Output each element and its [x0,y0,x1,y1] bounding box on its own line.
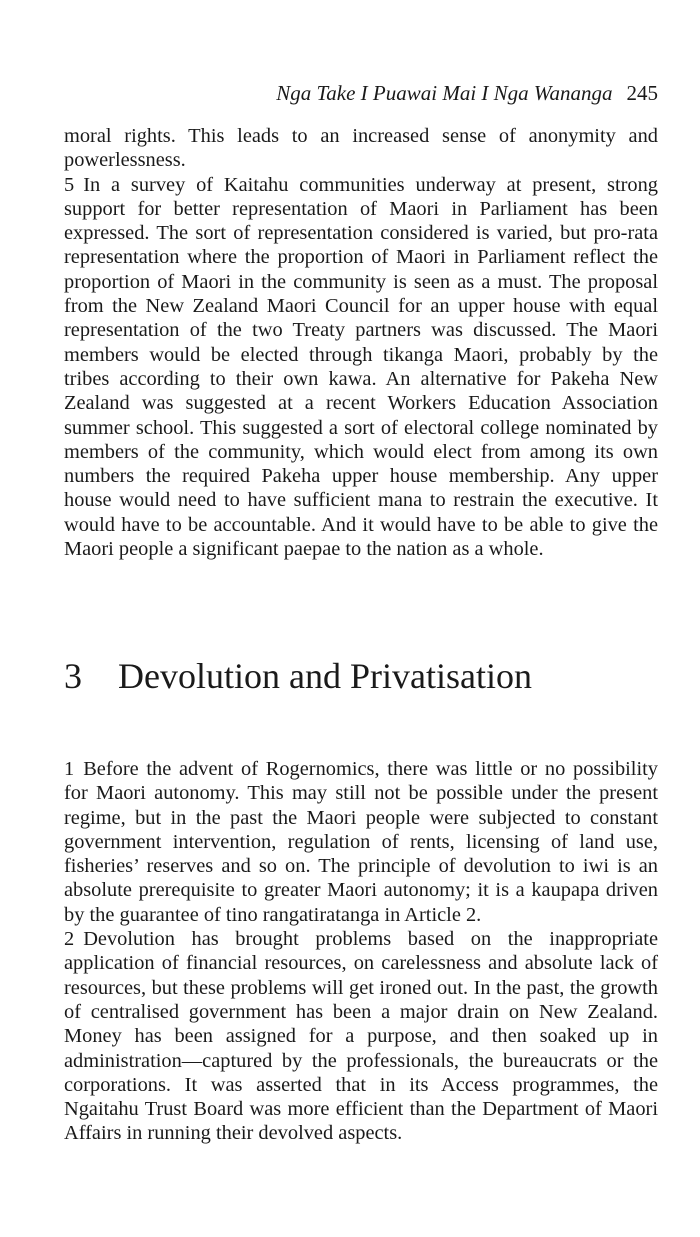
paragraph-number: 2 [64,928,75,951]
continued-paragraph: moral rights. This leads to an increased sense of anonymity and powerlessness. [64,125,658,172]
chapter-paragraph-2 [64,927,658,1146]
paragraph-text: In a survey of Kaitahu communities underway at present, strong support for better representation of Maori in Parliament has been expressed. The sort of representation considered is varied, but pro-rata representation where the proportion of Maori in Parliament reflect the proportion of Maori in the community is seen as a must. The proposal from the New Zealand Maori Council for an upper house with equal representation of the two Treaty partners was discussed. The Maori members would be elected through tikanga Maori, probably by the tribes according to their own kawa. An alternative for Pakeha New Zealand was suggested at a recent Workers Education Association summer school. This suggested a sort of electoral college nominated by members of the community, which would elect from among its own numbers the required Pakeha upper house membership. Any upper house would need to have sufficient mana to restrain the executive. It would have to be accountable. And it would have to be able to give the Maori people a significant paepae to the nation as a whole. [64,173,658,561]
chapter-paragraph-1 [64,757,658,927]
paragraph-5 [64,173,658,562]
chapter-heading [64,654,532,698]
paragraph-number: 5 [64,173,75,196]
chapter-title: Devolution and Privatisation [118,656,532,696]
chapter-body [64,757,658,1146]
paragraph-text: Before the advent of Rogernomics, there was little or no possibility for Maori autonomy. This may still not be possible under the present regime, but in the past the Maori people were subjected to constant government intervention, regulation of rents, licensing of land use, fisheries’ reserves and so on. The principle of devolution to iwi is an absolute prerequisite to greater Maori autonomy; it is a kaupapa driven by the guarantee of tino rangatiratanga in Article 2. [64,758,658,926]
paragraph-text: Devolution has brought problems based on the inappropriate application of financial resources, on carelessness and absolute lack of resources, but these problems will get ironed out. In the past, the growth of centralised government has been a major drain on New Zealand. Money has been assigned for a purpose, and then soaked up in administration—captured by the professionals, the bureaucrats or the corporations. It was asserted that in its Access programmes, the Ngaitahu Trust Board was more efficient than the Department of Maori Affairs in running their devolved aspects. [64,928,658,1145]
page-number: 245 [626,81,658,105]
previous-section-text [64,124,658,561]
chapter-number: 3 [64,656,82,696]
running-head [276,80,658,106]
paragraph-number: 1 [64,758,75,780]
running-head-title: Nga Take I Puawai Mai I Nga Wananga [276,81,613,105]
